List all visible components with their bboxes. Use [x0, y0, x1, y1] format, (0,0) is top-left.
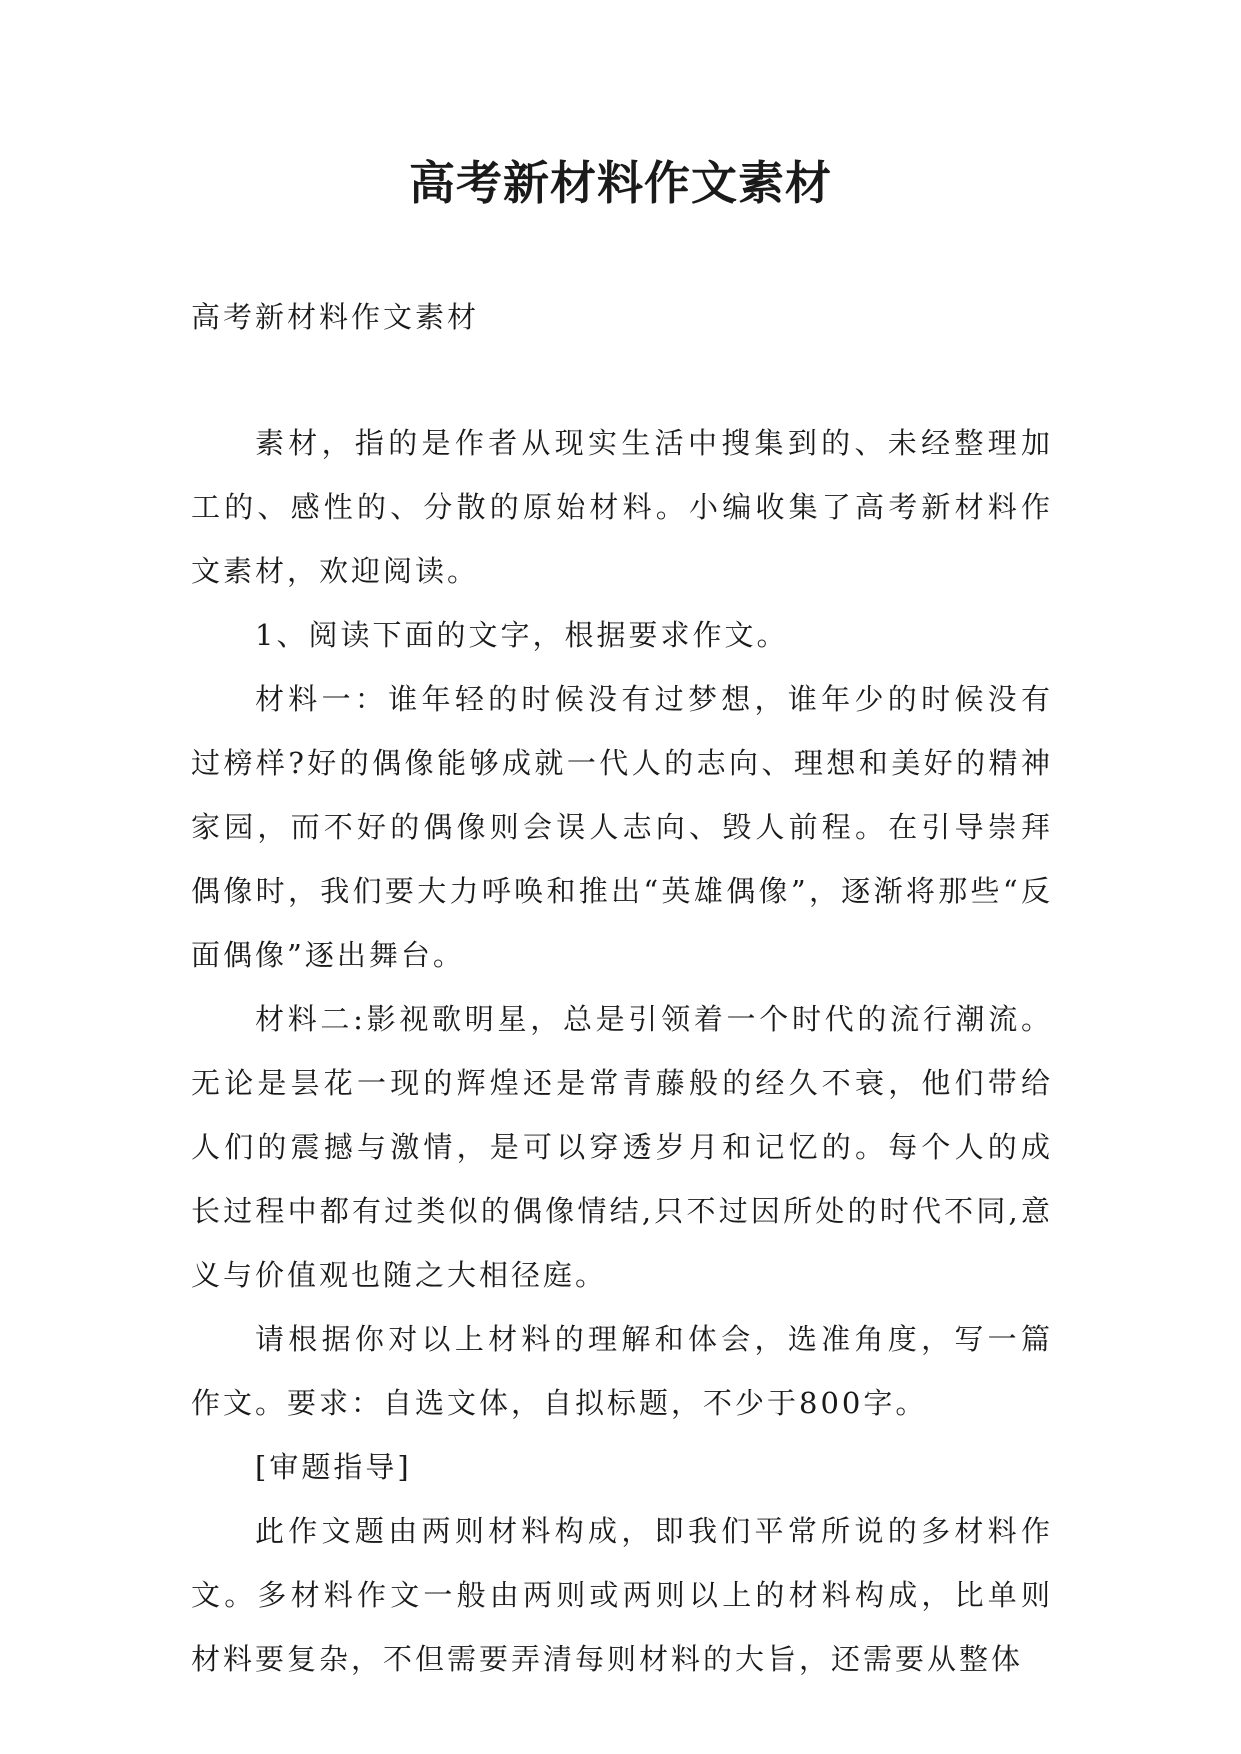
paragraph-section-heading: [审题指导]	[255, 1450, 412, 1484]
document-title: 高考新材料作文素材	[409, 156, 832, 210]
paragraph-question: 1、阅读下面的文字，根据要求作文。	[255, 618, 789, 652]
paragraph-requirements: 请根据你对以上材料的理解和体会，选准角度，写一篇作文。要求：自选文体，自拟标题，不少于800字。	[191, 1322, 1053, 1420]
paragraph-guidance: 此作文题由两则材料构成，即我们平常所说的多材料作文。多材料作文一般由两则或两则以上的材料构成，比单则材料要复杂，不但需要弄清每则材料的大旨，还需要从整体	[191, 1514, 1053, 1676]
document-subtitle: 高考新材料作文素材	[191, 300, 480, 334]
document-body	[191, 285, 1053, 1691]
paragraph-intro: 素材，指的是作者从现实生活中搜集到的、未经整理加工的、感性的、分散的原始材料。小编收集了高考新材料作文素材，欢迎阅读。	[191, 426, 1053, 588]
paragraph-material-two: 材料二:影视歌明星，总是引领着一个时代的流行潮流。无论是昙花一现的辉煌还是常青藤般的经久不衰，他们带给人们的震撼与激情，是可以穿透岁月和记忆的。每个人的成长过程中都有过类似的偶像情结,只不过因所处的时代不同,意义与价值观也随之大相径庭。	[191, 1002, 1053, 1292]
paragraph-material-one: 材料一：谁年轻的时候没有过梦想，谁年少的时候没有过榜样?好的偶像能够成就一代人的志向、理想和美好的精神家园，而不好的偶像则会误人志向、毁人前程。在引导崇拜偶像时，我们要大力呼唤和推出“英雄偶像”，逐渐将那些“反面偶像”逐出舞台。	[191, 682, 1053, 972]
